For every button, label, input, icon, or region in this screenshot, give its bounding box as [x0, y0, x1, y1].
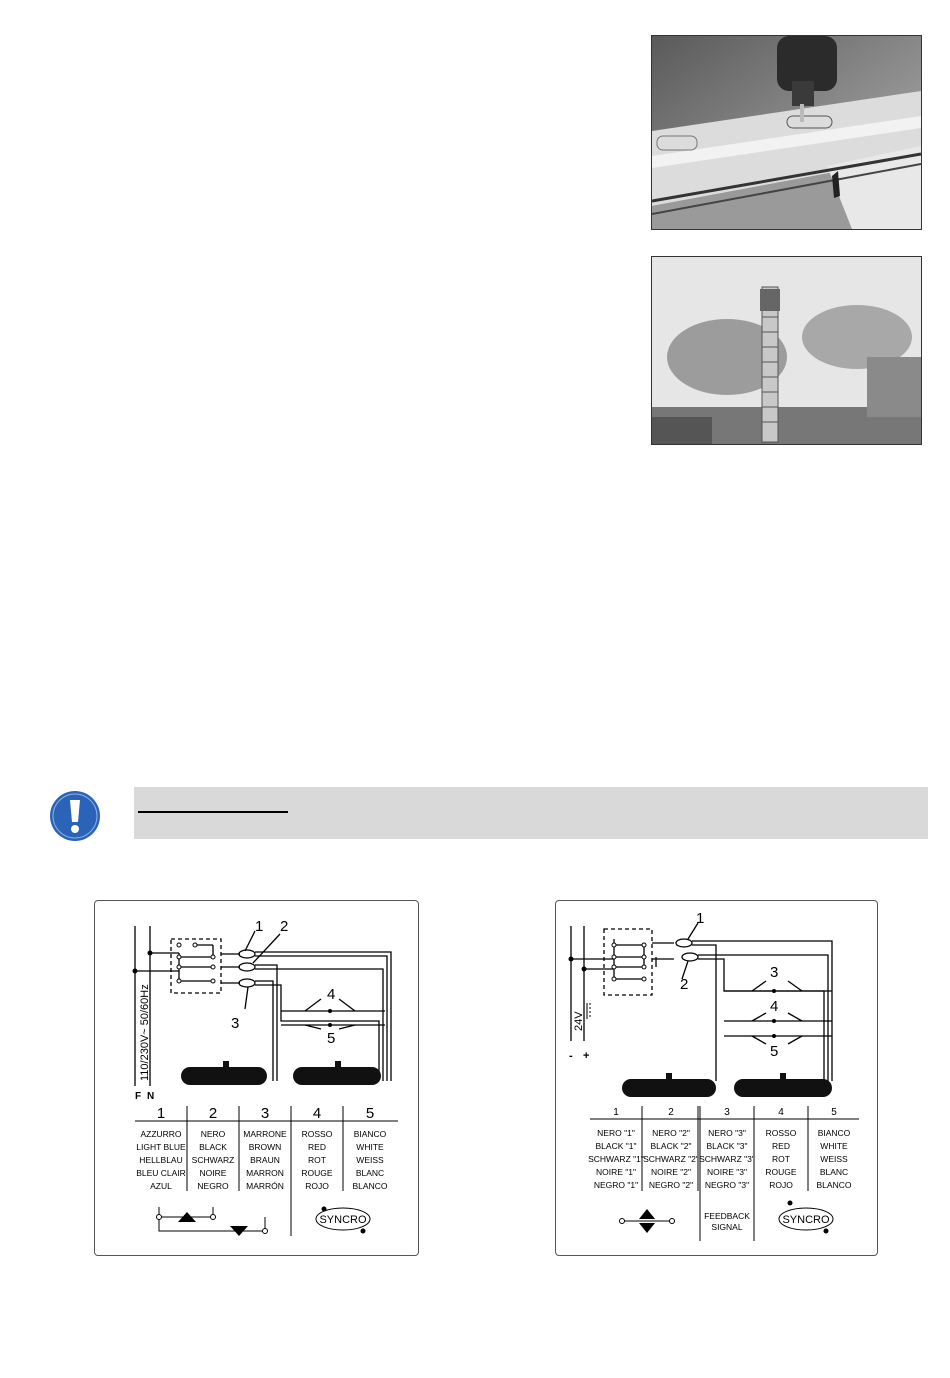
polarity-plus: + [583, 1050, 590, 1062]
color-label: NOIRE "2" [650, 1167, 692, 1177]
color-label: ROJO [769, 1180, 793, 1190]
color-label: MARRON [246, 1168, 284, 1178]
actuator-motor [293, 1067, 381, 1085]
color-label: MARRONE [243, 1129, 287, 1139]
callout-3: 3 [770, 964, 779, 981]
column-3-number: 3 [724, 1107, 730, 1118]
column-5-number: 5 [365, 1105, 375, 1122]
photo-chain-hands [651, 256, 922, 445]
color-label: HELLBLAU [139, 1155, 183, 1165]
color-label: SCHWARZ [191, 1155, 235, 1165]
callout-2: 2 [280, 918, 289, 935]
color-label: ROJO [305, 1181, 329, 1191]
color-label: NOIRE "1" [595, 1167, 637, 1177]
actuator-motor [622, 1079, 716, 1097]
feedback-label: FEEDBACK [704, 1211, 750, 1221]
color-label: NERO [200, 1129, 226, 1139]
color-label: NERO "1" [597, 1128, 635, 1138]
color-label: MARRÓN [246, 1181, 284, 1191]
color-label: ROT [772, 1154, 790, 1164]
column-4-number: 4 [312, 1105, 322, 1122]
color-label: RED [772, 1141, 790, 1151]
callout-3: 3 [231, 1015, 240, 1032]
color-label: RED [308, 1142, 326, 1152]
color-label: NERO "3" [708, 1128, 746, 1138]
callout-2: 2 [680, 976, 689, 993]
column-3-number: 3 [260, 1105, 270, 1122]
color-label: NOIRE [199, 1168, 227, 1178]
color-label: ROUGE [301, 1168, 333, 1178]
color-label: BLANCO [352, 1181, 388, 1191]
color-label: NERO "2" [652, 1128, 690, 1138]
color-label: BLACK "2" [650, 1141, 692, 1151]
column-4-number: 4 [778, 1107, 784, 1118]
down-arrow-icon [639, 1223, 655, 1233]
column-2-number: 2 [208, 1105, 218, 1122]
color-label: NEGRO "1" [593, 1180, 639, 1190]
color-label: BLEU CLAIR [136, 1168, 186, 1178]
color-label: ROSSO [301, 1129, 333, 1139]
color-label: WEISS [820, 1154, 848, 1164]
voltage-label: 110/230V~ 50/60Hz [139, 984, 151, 1081]
up-arrow-icon [639, 1209, 655, 1219]
color-label: NEGRO "3" [704, 1180, 750, 1190]
color-label: NEGRO [197, 1181, 229, 1191]
color-label: ROSSO [765, 1128, 797, 1138]
callout-5: 5 [770, 1043, 779, 1060]
wiring-diagram-230v [94, 900, 419, 1256]
polarity-minus: - [569, 1050, 573, 1062]
color-label: BRAUN [250, 1155, 280, 1165]
color-label: BLACK [199, 1142, 227, 1152]
wiring-diagram-24v [555, 900, 878, 1256]
callout-4: 4 [770, 998, 779, 1015]
callout-4: 4 [327, 986, 336, 1003]
color-label: BLANC [819, 1167, 849, 1177]
actuator-motor [734, 1079, 832, 1097]
color-label: WHITE [820, 1141, 848, 1151]
column-1-number: 1 [613, 1107, 619, 1118]
color-label: SCHWARZ "2" [643, 1154, 699, 1164]
color-label: BIANCO [353, 1129, 387, 1139]
color-label: NEGRO "2" [648, 1180, 694, 1190]
color-label: BIANCO [817, 1128, 851, 1138]
color-label: ROUGE [765, 1167, 797, 1177]
photo-drilling [651, 35, 922, 230]
voltage-label: 24V [573, 1011, 585, 1031]
callout-1: 1 [696, 910, 705, 927]
color-label: BLACK "1" [595, 1141, 637, 1151]
column-2-number: 2 [668, 1107, 674, 1118]
terminal-n: N [147, 1091, 155, 1102]
callout-5: 5 [327, 1030, 336, 1047]
notice-underline [138, 811, 288, 813]
color-label: BLANC [355, 1168, 385, 1178]
color-label: BROWN [248, 1142, 282, 1152]
actuator-motor [181, 1067, 267, 1085]
column-5-number: 5 [831, 1107, 837, 1118]
exclamation-alert-icon [48, 789, 102, 843]
notice-bar [134, 787, 928, 839]
color-label: WEISS [356, 1155, 384, 1165]
color-label: AZZURRO [140, 1129, 182, 1139]
color-label: ROT [308, 1155, 326, 1165]
color-label: SCHWARZ "1" [588, 1154, 644, 1164]
syncro-label: SYNCRO [319, 1214, 367, 1226]
callout-1: 1 [255, 918, 264, 935]
column-1-number: 1 [156, 1105, 166, 1122]
color-label: NOIRE "3" [706, 1167, 748, 1177]
color-label: BLANCO [816, 1180, 852, 1190]
color-label: AZUL [150, 1181, 172, 1191]
syncro-label: SYNCRO [782, 1214, 830, 1226]
color-label: BLACK "3" [706, 1141, 748, 1151]
color-label: WHITE [356, 1142, 384, 1152]
color-label: LIGHT BLUE [136, 1142, 186, 1152]
terminal-f: F [135, 1091, 142, 1102]
color-label: SCHWARZ "3" [699, 1154, 755, 1164]
signal-label: SIGNAL [711, 1222, 743, 1232]
